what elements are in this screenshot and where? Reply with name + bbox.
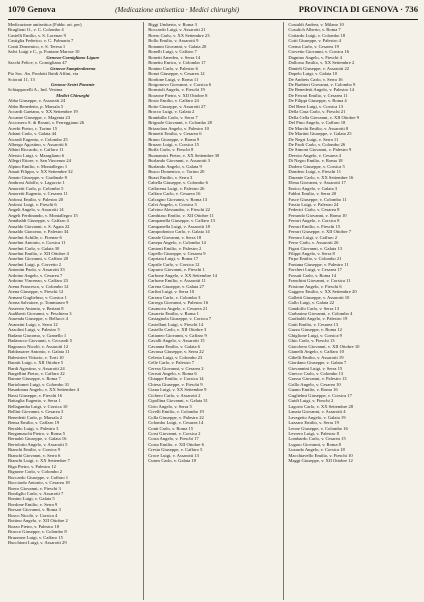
listing-entry: Ansaldo Giovanni, v. S. Agata 22: [8, 223, 70, 229]
listing-entry: Caffarena Luigi, v. Palestro 26: [148, 185, 205, 191]
listing-entry: Del Bene Luigi, v. Corsica 13: [288, 103, 344, 109]
listing-entry: Casareto Emilio, v. Roma 1: [148, 311, 199, 317]
listing-entry: Amato Giuseppe, v. Cardinale 8: [8, 174, 67, 180]
listing-entry: Fossati Carlo, v. Roma 14: [288, 272, 337, 278]
listing-entry: Cresta Giuseppe, v. Caffaro 5: [148, 447, 203, 453]
listing-entry: Arena Francesco, v. Colombo 12: [8, 283, 69, 289]
listing-entry: Ferrando Giovanni, v. Roma 10: [288, 212, 347, 218]
listing-entry: Cichero Carlo, v. Assarotti 2: [148, 392, 201, 398]
listing-entry: Angeli Angelo, v. Assarotti 14: [8, 207, 64, 213]
listing-entry: Calcagno Giovanni, v. Roma 13: [148, 196, 208, 202]
listing-entry: Garibaldi Angelo, v. Palestro 19: [288, 316, 348, 322]
listing-entry: Gandolfo Carlo, v. Serra 13: [288, 305, 340, 311]
listing-entry: Amoretti Eugenio, v. Cesarea 11: [8, 191, 68, 197]
listing-entry: Anfossi Luigi, v. Fieschi 6: [8, 201, 57, 207]
listing-entry: Accorsero S. di Rosmi, v. Ferreggiano 26: [8, 120, 85, 126]
listing-entry: Bordone Luigi, v. Roma 11: [148, 76, 199, 82]
listing-entry: Del Pino Angelo, v. Caffaro 18: [288, 120, 346, 126]
listing-entry: Canale Giovanni, v. Serra 18: [148, 234, 202, 240]
listing-entry: Anselmi Giovanni, v. Caffaro 20: [8, 256, 69, 262]
listing-entry: Bonino Luigi, v. Galata 5: [8, 496, 55, 502]
listing-entry: Carbone Emilio, v. Assarotti 11: [148, 278, 206, 284]
listing-entry: Canepa Angelo, v. Colombo 14: [148, 240, 206, 246]
listing-entry: Fabbri Emilio, v. Serra 20: [288, 191, 337, 197]
listing-entry: Baratti Luigi, v. XII Ottobre 5: [8, 360, 64, 366]
listing-entry: Bormioli Angelo, v. Fieschi 19: [148, 87, 205, 93]
listing-entry: Costaldi Andrea, v. Milano 10: [288, 22, 344, 27]
listing-entry: Celesia Luigi, v. Colombo 23: [148, 354, 203, 360]
listing-entry: Avanzini Luigi, v. Serra 12: [8, 321, 58, 327]
listing-entry: Garbarino Giovanni, v. Colombo 4: [288, 311, 353, 317]
listing-entry: Bagnasco Nicolò, v. Assarotti 12: [8, 343, 69, 349]
listing-entry: Macchiavello Emilio, v. Fieschi 10: [288, 452, 353, 458]
listing-entry: Accardi Gaetano, v. XX Settembre 19: [8, 109, 78, 115]
listing-entry: Bonzi Giuseppe, v. Cesarea 12: [148, 71, 205, 77]
listing-entry: Borzone Pietro, v. XII Ottobre 8: [148, 92, 208, 98]
listing-entry: Bozzo Pietro, v. Palestro 18: [8, 523, 59, 529]
listing-entry: Bocciardo Antonio, v. Cesarea 18: [8, 480, 70, 486]
listing-entry: Cavassa Giuseppe, v. Serra 22: [148, 349, 204, 355]
listing-entry: Barone Giuseppe, v. Roma 7: [8, 376, 61, 382]
listing-entry: Chiappe Emilio, v. Corsica 14: [148, 376, 204, 382]
listing-entry: Cantoni Emilio, v. Palestro 2: [148, 245, 202, 251]
listing-entry: Enrico Angelo, v. Galata 3: [288, 185, 338, 191]
listing-entry: Bellagamba Luigi, v. Corsica 10: [8, 403, 68, 409]
listing-entry: Botto Giuseppe, v. Assarotti 27: [148, 103, 206, 109]
listing-entry: Badano Giacomo, v. Granello 1: [8, 332, 67, 338]
listing-entry: Castagnola Giuseppe, v. Corsica 7: [148, 316, 212, 322]
listing-entry: Boero Carlo, v. XX Settembre 23: [148, 32, 210, 38]
listing-entry: Galletti Giuseppe, v. Assarotti 10: [288, 294, 350, 300]
listing-entry: Bonelli Luigi, v. Caffaro 7: [148, 49, 197, 55]
listing-entry: Cipollina Giovanni, v. Galata 31: [148, 398, 208, 404]
listing-entry: Campanella Luigi, v. Assarotti 18: [148, 223, 210, 229]
listing-entry: Conti Carlo, v. Roma 15: [148, 425, 194, 431]
listing-entry: Civelli Emilio, v. Colombo 19: [148, 409, 204, 415]
listing-entry: Corsi Giovanni, v. Corsica 2: [148, 430, 201, 436]
page-number-right: · 736: [400, 4, 418, 14]
header-rule: [8, 19, 418, 20]
listing-entry: Campanella Giuseppe, v. Caffaro 13: [148, 218, 215, 224]
header-right: [299, 4, 418, 14]
listing-entry: Allegri Ettore, v. San Vincenzo 24: [8, 158, 71, 164]
listing-entry: Carrega Giovanni, v. Palestro 16: [148, 300, 209, 306]
listing-entry: Castello Carlo, v. XII Ottobre 3: [148, 327, 207, 333]
listing-entry: Della Casa Carlo, v. Fieschi 21: [288, 109, 346, 115]
listing-entry: Leone Giuseppe, v. Colombo 16: [288, 425, 348, 431]
province-name: PROVINCIA DI GENOVA: [298, 4, 398, 14]
listing-entry: Dallorso Emilio, v. XX Settembre 2: [288, 60, 355, 66]
listing-entry: Lanata Giovanni, v. Assarotti 4: [288, 409, 346, 415]
listing-entry: Castiglia Federico, v. C. Palmaria 7: [8, 38, 74, 44]
listing-entry: Cattaneo Giovanni, v. Caffaro 9: [148, 332, 207, 338]
listing-entry: Acerbi Pietro, c. Torino 15: [8, 125, 58, 131]
listing-entry: Carbone Angelo, v. XX Settembre 14: [148, 272, 217, 278]
listing-entry: Ausenda Giuseppe, v. Bellucci 4: [8, 316, 68, 322]
listing-entry: De Martini Giuseppe, v. Galata 25: [288, 131, 352, 137]
listing-entry: Boccardo Giuseppe, v. Caffaro 1: [8, 474, 69, 480]
listing-column-2: [148, 22, 278, 600]
listing-entry: Castelli Emilio, v. S. Lorenzo 9: [8, 32, 66, 38]
listing-entry: De Filippi Giuseppe, v. Roma 4: [288, 98, 347, 104]
listing-entry: Bonino Carlo, v. Palestro 6: [148, 65, 198, 71]
listing-entry: Calvi Angelo, v. Corsica 3: [148, 201, 197, 207]
listing-entry: Gazzo Giuseppe, v. Roma 12: [288, 327, 342, 333]
listing-entry: Amoretti Carlo, p. Colombo 5: [8, 185, 64, 191]
listing-entry: Dagnino Angelo, v. Fieschi 4: [288, 54, 342, 60]
listing-entry: Bruglioni O., v. C. Colombo 4: [8, 27, 64, 33]
listing-entry: Capello Giuseppe, v. Cesarea 9: [148, 251, 206, 257]
listing-entry: Brizzolara Angelo, v. Palestro 10: [148, 125, 209, 131]
listing-entry: Grasso Giovanni, v. Palestro 13: [288, 376, 347, 382]
listing-entry: De Negri Luigi, v. Serra 11: [288, 136, 339, 142]
listing-entry: Levrero Luigi, v. Palestro 8: [288, 430, 339, 436]
header-left: [8, 4, 56, 14]
section-note: (Medicazione antisettica · Medici chirurghi): [115, 6, 240, 14]
listing-entry: De Simoni Giovanni, v. Palestro 9: [288, 147, 352, 153]
page-header: [8, 4, 418, 18]
listing-entry: Schiappacelli A., Ind. Vesima: [8, 87, 63, 93]
listing-entry: Gallo Luigi, v. Galata 22: [288, 300, 335, 306]
listing-entry: Figari Giovanni, v. Galata 13: [288, 245, 342, 251]
listing-entry: Arena Giuseppe, v. Fieschi 12: [8, 289, 64, 295]
listing-entry: Cabella Giuseppe, v. Colombo 6: [148, 180, 208, 186]
listing-entry: Bosio Emilio, v. Caffaro 24: [148, 98, 199, 104]
listing-entry: Casanova Angelo, v. Cesarea 21: [148, 305, 208, 311]
listing-entry: Bassi Giuseppe, v. Fieschi 16: [8, 392, 63, 398]
listing-entry: Benedetti Carlo, p. Marsala 2: [8, 414, 63, 420]
listing-entry: Busco Domenico, c. Torino 20: [148, 169, 205, 175]
listing-entry: Elena Giovanni, v. Assarotti 17: [288, 180, 346, 186]
listing-entry: Durante Carlo, v. XX Settembre 16: [288, 174, 354, 180]
listing-entry: Basadonna Angelo, v. XX Settembre 4: [8, 387, 80, 393]
section-heading: Genova-Sestri Ponente: [51, 81, 95, 87]
listing-entry: Ferrari Giuseppe, v. XII Ottobre 7: [288, 229, 351, 235]
listing-entry: Croce Luigi, v. Assarotti 13: [148, 452, 199, 458]
listing-entry: Fassio Luigi, v. Palestro 24: [288, 201, 339, 207]
listing-entry: Bollo Emilio, v. Assarotti 9: [148, 38, 199, 44]
listing-entry: Lagorio Carlo, v. XX Settembre 28: [288, 403, 354, 409]
listing-entry: De Benedetti Angelo, v. Palestro 14: [288, 87, 355, 93]
listing-entry: Cottardo Luigi, v. Colombo 18: [288, 32, 346, 38]
listing-entry: Grillo Angelo, v. Cesarea 10: [288, 381, 341, 387]
section-heading: Medici Chirurghi: [56, 92, 90, 98]
section-heading: Genova-Cornigliano Ligure: [46, 54, 100, 60]
listing-entry: Antonini Paolo, v. Assarotti 33: [8, 267, 65, 273]
listing-entry: Caprile Carlo, v. Corsica 12: [148, 261, 200, 267]
listing-entry: Abba Giuseppe, v. Assarotti 24: [8, 98, 66, 104]
listing-entry: Sciorati 11, 13: [8, 76, 35, 82]
listing-entry: Bensa Emilio, v. Caffaro 19: [8, 420, 60, 426]
listing-entry: Cirio Angelo, v. Serra 5: [148, 403, 192, 409]
listing-entry: Ghiglione Luigi, v. Corsica 9: [288, 332, 342, 338]
listing-entry: Anselmi Carlo, v. Galata 30: [8, 245, 60, 251]
listing-entry: Bruzzone Luigi, v. Caffaro 15: [8, 534, 63, 540]
listing-entry: Della Cella Giovanni, v. XII Ottobre 9: [288, 114, 360, 120]
listing-entry: Ferraro Luigi, v. Caffaro 2: [288, 234, 338, 240]
listing-entry: Angeli Ferdinando, v. Montallegro 15: [8, 212, 78, 218]
listing-entry: Bernabò Giuseppe, v. Galata 16: [8, 436, 67, 442]
listing-entry: Anselmi Achille, c. Firenze 6: [8, 234, 62, 240]
listing-entry: Chiesa Giuseppe, v. Fieschi 9: [148, 381, 203, 387]
listing-entry: Bardi Agostino, v. Assarotti 24: [8, 365, 65, 371]
listing-entry: Ceresa Giovanni, v. Cesarea 2: [148, 365, 204, 371]
listing-entry: Bergamaschi Pietro, v. Roma 5: [8, 430, 66, 436]
listing-entry: Beraldo Luigi, v. Palestro 3: [8, 425, 59, 431]
listing-entry: Burlando Angelo, v. Galata 9: [148, 163, 202, 169]
listing-entry: Ardoino Angelo, v. Cesarea 7: [8, 272, 63, 278]
listing-entry: Bianchi Emilio, v. Corsica 9: [8, 447, 61, 453]
listing-entry: Federici Carlo, v. Cesarea 8: [288, 207, 340, 213]
listing-entry: Danieli Giuseppe, v. Assarotti 22: [288, 65, 350, 71]
listing-entry: Boccardo Luigi, v. Assarotti 21: [148, 27, 206, 33]
listing-entry: Brignole Giovanni, v. Colombo 28: [148, 120, 212, 126]
column-divider: [283, 22, 284, 600]
listing-entry: Cavalli Angelo, v. Assarotti 15: [148, 338, 205, 344]
listing-entry: Bertolotto Angelo, v. Assarotti 5: [8, 441, 68, 447]
listing-entry: Anfossi Emilio, v. Palestro 20: [8, 196, 64, 202]
listing-entry: Costa Emilio, v. XII Ottobre 6: [148, 441, 204, 447]
listing-entry: Ghio Carlo, v. Fieschi 13: [288, 338, 335, 344]
listing-entry: Bucchioni Luigi, v. Assarotti 29: [8, 540, 67, 546]
listing-entry: Badaracco Giovanni, v. Ceccardi 5: [8, 338, 72, 344]
listing-entry: Arona Salvatore, p. Tommaseo 9: [8, 300, 69, 306]
page-number: 1070: [8, 4, 26, 14]
listing-entry: Cotti Giuseppe, v. Palestro 4: [288, 38, 341, 44]
listing-entry: Dodero Giuseppe, v. Corsica 5: [288, 163, 345, 169]
listing-entry: Lazzaro Emilio, v. Serra 19: [288, 420, 339, 426]
listing-entry: De Ferrari Emilio, v. Cesarea 11: [288, 92, 348, 98]
column-divider: [143, 22, 144, 600]
listing-entry: Ambrosi Adolfo, v. Lagaccio 1: [8, 180, 65, 186]
listing-entry: Carena Giuseppe, v. Galata 27: [148, 283, 205, 289]
listing-entry: De Andreis Carlo, v. Serra 16: [288, 76, 343, 82]
listing-entry: De Marchi Emilio, v. Assarotti 8: [288, 125, 349, 131]
listing-entry: Lavagetto Angelo, v. Galata 19: [288, 414, 346, 420]
listing-entry: Bracco Luigi, v. Galata 2: [148, 109, 195, 115]
listing-entry: Colombo Luigi, v. Cesarea 14: [148, 420, 204, 426]
listing-entry: Bartolomei Luigi, v. Colombo 31: [8, 381, 70, 387]
listing-entry: Gianelli Angelo, v. Caffaro 10: [288, 349, 344, 355]
listing-entry: Borgonovo Giovanni, v. Corsica 6: [148, 81, 212, 87]
listing-entry: Gibelli Emilio, v. Assarotti 19: [288, 354, 344, 360]
listing-entry: Crema Carlo, v. Cesarea 19: [288, 43, 339, 49]
listing-entry: Gatti Emilio, v. Cesarea 13: [288, 321, 339, 327]
listing-entry: De Paoli Carlo, v. Colombo 26: [288, 141, 346, 147]
listing-entry: Azzolini Luigi, v. Palestro 5: [8, 327, 60, 333]
listing-entry: Ferrari Emilio, v. Fieschi 15: [288, 223, 341, 229]
listing-entry: Guano Emilio, v. Roma 16: [288, 387, 338, 393]
listing-entry: Conti Domenico, v. S. Teresa 1: [8, 43, 66, 49]
listing-entry: Dapelo Luigi, v. Galata 10: [288, 71, 338, 77]
listing-entry: Cambiaso Emilio, v. XII Ottobre 11: [148, 212, 214, 218]
listing-entry: Biga Pietro, v. Palestro 12: [8, 463, 56, 469]
listing-entry: Costa Angelo, v. Fieschi 17: [148, 436, 199, 442]
listing-entry: Bosco Nicolò, v. Corsica 4: [8, 512, 58, 518]
listing-entry: Bellini Giovanni, v. Cesarea 3: [8, 409, 64, 415]
listing-entry: Bruzzo Luigi, v. Corsica 15: [148, 141, 199, 147]
listing-entry: Baldassarre Antonio, v. Galata 11: [8, 349, 70, 355]
listing-entry: Devoto Angelo, v. Cesarea 4: [288, 152, 341, 158]
listing-entry: Amati Filippo, v. XX Settembre 32: [8, 169, 73, 175]
listing-columns: [8, 22, 418, 600]
listing-entry: Buonamici Pietro, v. XX Settembre 30: [148, 152, 220, 158]
listing-entry: Cuneo Carlo, v. Galata 18: [148, 458, 196, 464]
listing-entry: Crovetto Giovanni, v. Corsica 16: [288, 49, 350, 55]
listing-entry: Bonanni Giovanni, v. Galata 20: [148, 43, 207, 49]
listing-entry: Guglielmi Giuseppe, v. Corsica 17: [288, 392, 352, 398]
listing-entry: Ferro Carlo, v. Assarotti 26: [288, 240, 339, 246]
listing-entry: Buzzi Emilio, v. Serra 3: [148, 174, 193, 180]
listing-entry: Assereto Antonio, v. Bertani 8: [8, 305, 64, 311]
listing-entry: Bordone Emilio, v. Serra 9: [8, 501, 58, 507]
listing-entry: Brunetti Emilio, v. Cesarea 6: [148, 131, 202, 137]
listing-entry: Dondero Luigi, v. Fieschi 11: [288, 169, 342, 175]
listing-entry: Luxardo Angelo, v. Corsica 18: [288, 447, 345, 453]
listing-column-1: [8, 22, 138, 600]
listing-entry: Ansaldo Giacomo, v. Palestro 34: [8, 229, 69, 235]
listing-entry: Bianchi Giovanni, v. Serra 6: [8, 452, 61, 458]
listing-entry: Borsari Giovanni, v. Roma 3: [8, 507, 61, 513]
listing-entry: Ardoino Vincenzo, v. Caffaro 23: [8, 278, 68, 284]
listing-entry: Adami Carlo, v. Galata 44: [8, 131, 57, 137]
listing-entry: Forcheri Luigi, v. Cesarea 17: [288, 267, 342, 273]
listing-entry: Anselmi Luigi, p. Corvetto 2: [8, 261, 62, 267]
listing-entry: Bonfiglio Carlo, v. Assarotti 7: [8, 490, 64, 496]
listing-entry: Guidi Luigi, v. Fieschi 2: [288, 398, 334, 404]
listing-entry: Bracco Giuseppe, v. Colombo 8: [8, 529, 67, 535]
listing-entry: Anselmi Emilio, v. XII Ottobre 4: [8, 251, 69, 257]
listing-entry: De Barbieri Giovanni, v. Colombo 9: [288, 81, 356, 87]
listing-entry: Capurro Giovanni, v. Fieschi 1: [148, 267, 205, 273]
listing-entry: Lombardo Carlo, v. Cesarea 15: [288, 436, 346, 442]
listing-entry: Buffa Carlo, v. Fieschi 8: [148, 147, 194, 153]
listing-entry: Bottino Angelo, v. XII Ottobre 2: [8, 518, 68, 524]
listing-entry: Accame Giuseppe, c. Magenta 23: [8, 114, 70, 120]
listing-entry: Ciana Luigi, v. XX Settembre 9: [148, 387, 207, 393]
listing-entry: Biggi Umberto, v. Roma 3: [148, 22, 197, 27]
listing-entry: Boero Giovanni, v. Fieschi 3: [8, 485, 61, 491]
listing-entry: Pio Soc. An. Prodotti Ibridi Affini, via: [8, 71, 79, 77]
listing-entry: Alpino Emilio, v. Montallegro 1: [8, 163, 68, 169]
listing-entry: Anselmi Antonio, v. Corsica 11: [8, 240, 66, 246]
listing-entry: Castellani Luigi, v. Fieschi 14: [148, 321, 204, 327]
listing-entry: Capriata Luigi, v. Roma 17: [148, 256, 199, 262]
listing-entry: Bianchi Luigi, v. XX Settembre 7: [8, 458, 70, 464]
listing-entry: Audiberti Giovanni, v. Peschiera 3: [8, 311, 72, 317]
listing-entry: Ferrari Angelo, v. Corsica 8: [288, 218, 340, 224]
listing-entry: Lugaro Giovanni, v. Roma 8: [288, 441, 341, 447]
listing-entry: Abbo Benedetto, p. Marsala 5: [8, 103, 64, 109]
listing-entry: Cavanna Emilio, v. Galata 6: [148, 343, 200, 349]
city-name: Genova: [27, 4, 56, 14]
listing-entry: Gnecco Carlo, v. Colombo 13: [288, 371, 344, 376]
listing-entry: Calvino Alessandro, v. Fieschi 22: [148, 207, 210, 213]
listing-entry: Cosulich Alberto, v. Roma 7: [288, 27, 341, 33]
listing-entry: Salvi Luigi e C., p. Fontane Marose 10: [8, 49, 80, 55]
listing-entry: Burlando Giovanni, v. Assarotti 3: [148, 158, 210, 164]
listing-entry: Caffaro Carlo, v. Cesarea 16: [148, 191, 201, 197]
listing-entry: Firpo Emilio, v. Colombo 21: [288, 256, 342, 262]
listing-entry: Albergo Agostino, v. Assarotti 6: [8, 141, 68, 147]
listing-entry: Cerruti Angelo, v. Roma 6: [148, 371, 197, 376]
listing-entry: Albini Riccardo, v. Caffaro 11: [8, 147, 64, 153]
listing-entry: Fasce Giuseppe, v. Colombo 11: [288, 196, 347, 202]
listing-entry: Battaglia Eugenio, v. Serra 1: [8, 398, 61, 404]
listing-entry: Celle Carlo, v. Palestro 7: [148, 360, 195, 366]
listing-entry: Frixione Angelo, v. Fieschi 6: [288, 283, 342, 289]
listing-entry: Bonetti Amedeo, v. Serra 14: [148, 54, 201, 60]
listing-entry: Carrara Carlo, v. Colombo 3: [148, 294, 201, 300]
listing-entry: Brambilla Carlo, v. Serra 7: [148, 114, 198, 120]
listing-entry: Balestrieri Vittorio, v. Torti 10: [8, 354, 64, 360]
listing-entry: Sacchi Felice, v. Cornigliano 47: [8, 60, 67, 66]
listing-entry: Gaggero Emilio, v. XX Settembre 20: [288, 289, 357, 295]
listing-entry: Bignone Carlo, v. Colombo 2: [8, 469, 63, 475]
listing-entry: Giordano Giuseppe, v. Galata 7: [288, 360, 347, 366]
listing-entry: Colla Giuseppe, v. Palestro 22: [148, 414, 204, 420]
listing-entry: Carlini Luigi, v. Serra 10: [148, 289, 195, 295]
listing-entry: Di Negro Emilio, v. Roma 18: [288, 158, 343, 164]
listing-entry: Bruno Giuseppe, v. Roma 9: [148, 136, 200, 142]
listing-entry: Aicardi Eugenio, v. Colombo 25: [8, 136, 68, 142]
listing-entry: Maggi Giuseppe, v. XII Ottobre 12: [288, 458, 353, 464]
listing-entry: Bargellini Pietro, v. Caffaro 22: [8, 371, 65, 376]
listing-entry: Giacchero Giovanni, v. XII Ottobre 10: [288, 343, 360, 349]
listing-entry: Medicazione antisettica (Fabbr. art. per): [8, 22, 82, 27]
listing-entry: Filippi Angelo, v. Serra 8: [288, 251, 335, 257]
listing-entry: Armani Guglielmo, v. Corsica 1: [8, 294, 67, 300]
listing-entry: Campodonico Carlo, v. Galata 14: [148, 229, 210, 235]
listing-entry: Giovannini Luigi, v. Serra 15: [288, 365, 343, 371]
listing-entry: Alessio Luigi, v. Maragliano 6: [8, 152, 65, 158]
listing-entry: Annibaldi Giuseppe, v. Caffaro 4: [8, 218, 69, 224]
listing-entry: Franchini Giovanni, v. Corsica 11: [288, 278, 351, 284]
listing-entry: Fontana Giuseppe, v. Palestro 11: [288, 261, 349, 267]
section-heading: Genova-Sampierdarena: [50, 65, 96, 71]
listing-entry: Bonetto Enrico, v. Colombo 17: [148, 60, 206, 66]
listing-column-3: [288, 22, 418, 600]
